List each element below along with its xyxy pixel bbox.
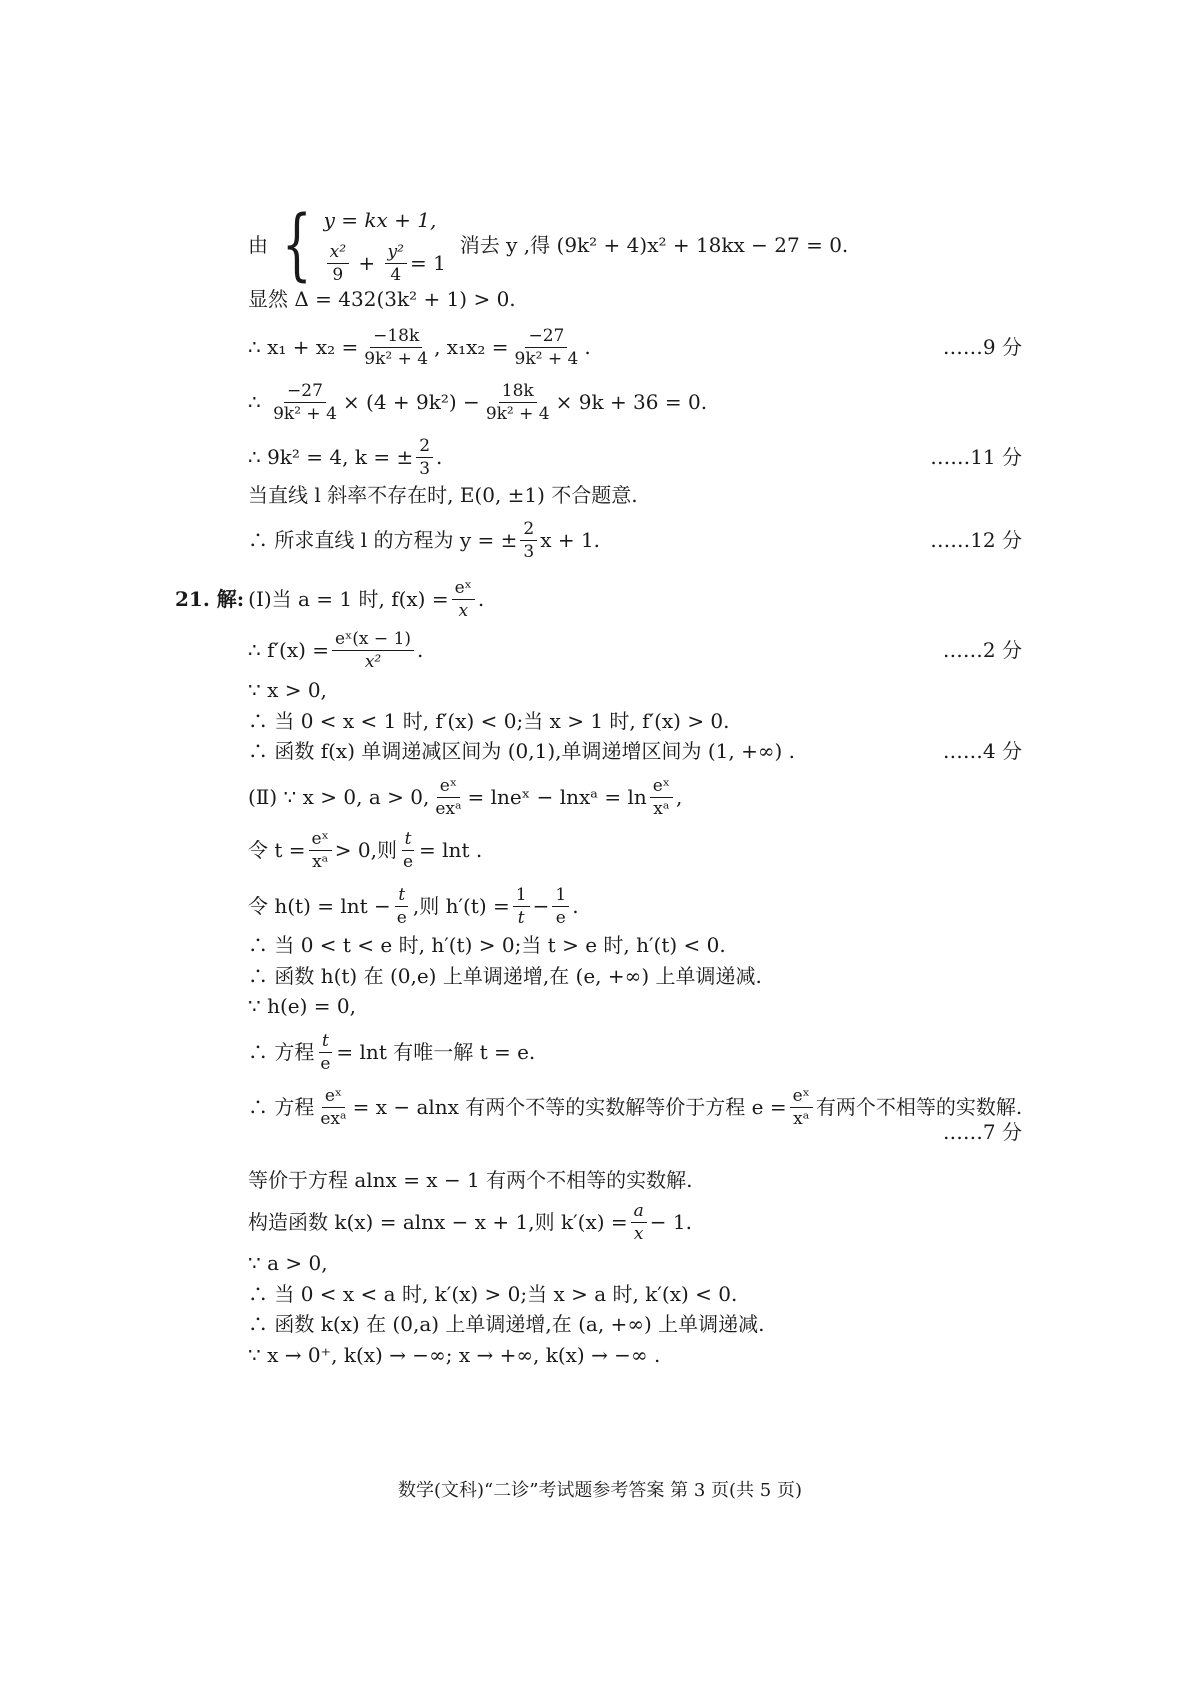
nonexist-line: 当直线 l 斜率不存在时, E(0, ±1) 不合题意. [248, 483, 638, 507]
q21-heading-line: 21. 解: (Ⅰ)当 a = 1 时, f(x) = $\frac{\text{eˣ}}{x}$ . [175, 577, 485, 621]
delta-line: 显然 Δ = 432(3k² + 1) > 0. [248, 287, 516, 311]
k-value-line: ∴ 9k² = 4, k = ± $\frac{2}{3}$ . ……11 分 [248, 435, 1022, 479]
system-line [248, 200, 1022, 290]
h-sign-line: ∴ 当 0 < t < e 时, h′(t) > 0;当 t > e 时, h′(t) < 0. [248, 933, 726, 957]
derivative-line: ∴ f′(x) = $\frac{\text{eˣ(x − 1)}}{\text{x²}}$ . ……2 分 [248, 628, 1022, 672]
system-eq1: y = kx + 1, [323, 207, 437, 232]
vieta-line: ∴ x₁ + x₂ = $\frac{-18k}{\text{9k² + 4}}$ , x₁x₂ = $\frac{-27}{\text{9k² + 4}}$ . ……9 分 [248, 325, 1022, 369]
k-function-line: 构造函数 k(x) = alnx − x + 1,则 k′(x) = $\frac{a}{x}$ − 1. [248, 1200, 692, 1244]
equivalence-line: ∴ 方程 $\frac{\text{eˣ}}{\text{exᵃ}}$ = x − alnx 有两个不等的实数解等价于方程 e = $\frac{\text{eˣ}}{\text{xᵃ}}$ 有两个不相等的实数解. [248, 1085, 1023, 1129]
because-a-line: ∵ a > 0, [248, 1251, 328, 1275]
k-mono-line: ∴ 函数 k(x) 在 (0,a) 上单调递增,在 (a, +∞) 上单调递减. [248, 1312, 765, 1336]
score-marker: ……2 分 [942, 638, 1022, 662]
equation-system [324, 205, 446, 286]
equation-line: ∴ $\frac{-27}{\text{9k² + 4}}$ × (4 + 9k²) − $\frac{18k}{\text{9k² + 4}}$ × 9k + 36 = 0. [248, 380, 708, 424]
vieta-sum-fraction: $\frac{-18k}{\text{9k² + 4}}$ [364, 325, 429, 369]
sign-line: ∴ 当 0 < x < 1 时, f′(x) < 0;当 x > 1 时, f′(x) > 0. [248, 709, 730, 733]
unique-root-line: ∴ 方程 $\frac{t}{e}$ = lnt 有唯一解 t = e. [248, 1030, 536, 1074]
score-marker: ……12 分 [930, 528, 1022, 552]
h-e-line: ∵ h(e) = 0, [248, 994, 356, 1018]
h-def-line: 令 h(t) = lnt − $\frac{t}{e}$ ,则 h′(t) = $\frac{1}{t}$ − $\frac{1}{e}$ . [248, 884, 579, 928]
score-marker: ……9 分 [942, 335, 1022, 359]
left-brace: { [281, 200, 312, 290]
system-after-text: 消去 y ,得 (9k² + 4)x² + 18kx − 27 = 0. [459, 233, 849, 257]
score-marker: ……4 分 [942, 739, 1022, 763]
t-def-line: 令 t = $\frac{\text{eˣ}}{\text{xᵃ}}$ > 0,则 $\frac{t}{e}$ = lnt . [248, 828, 483, 872]
system-eq2: $\frac{\text{x²}}{9}$ + $\frac{\text{y²}}{4}$ = 1 [324, 241, 446, 286]
equivalence2-line: 等价于方程 alnx = x − 1 有两个不相等的实数解. [248, 1168, 693, 1192]
line-equation-line: ∴ 所求直线 l 的方程为 y = ± $\frac{2}{3}$ x + 1. ……12 分 [248, 518, 1022, 562]
score-marker: ……7 分 [942, 1120, 1022, 1144]
because-x-line: ∵ x > 0, [248, 678, 327, 702]
k-limits-line: ∵ x → 0⁺, k(x) → −∞; x → +∞, k(x) → −∞ . [248, 1343, 661, 1367]
system-intro: 由 [248, 233, 268, 257]
page-footer: 数学(文科)“二诊”考试题参考答案 第 3 页(共 5 页) [397, 1480, 802, 1501]
monotonic-line: ∴ 函数 f(x) 单调递减区间为 (0,1),单调递增区间为 (1, +∞) . ……4 分 [248, 736, 1022, 766]
k-sign-line: ∴ 当 0 < x < a 时, k′(x) > 0;当 x > a 时, k′(x) < 0. [248, 1282, 738, 1306]
h-mono-line: ∴ 函数 h(t) 在 (0,e) 上单调递增,在 (e, +∞) 上单调递减. [248, 964, 762, 988]
question-number: 21. 解: [175, 587, 245, 611]
vieta-product-fraction: $\frac{-27}{\text{9k² + 4}}$ [514, 325, 579, 369]
part2-line: (Ⅱ) ∵ x > 0, a > 0, $\frac{\text{eˣ}}{\text{exᵃ}}$ = lneˣ − lnxᵃ = ln $\frac{\text{eˣ}}{\text{xᵃ}}$ , [248, 775, 683, 819]
score-marker: ……11 分 [930, 445, 1022, 469]
